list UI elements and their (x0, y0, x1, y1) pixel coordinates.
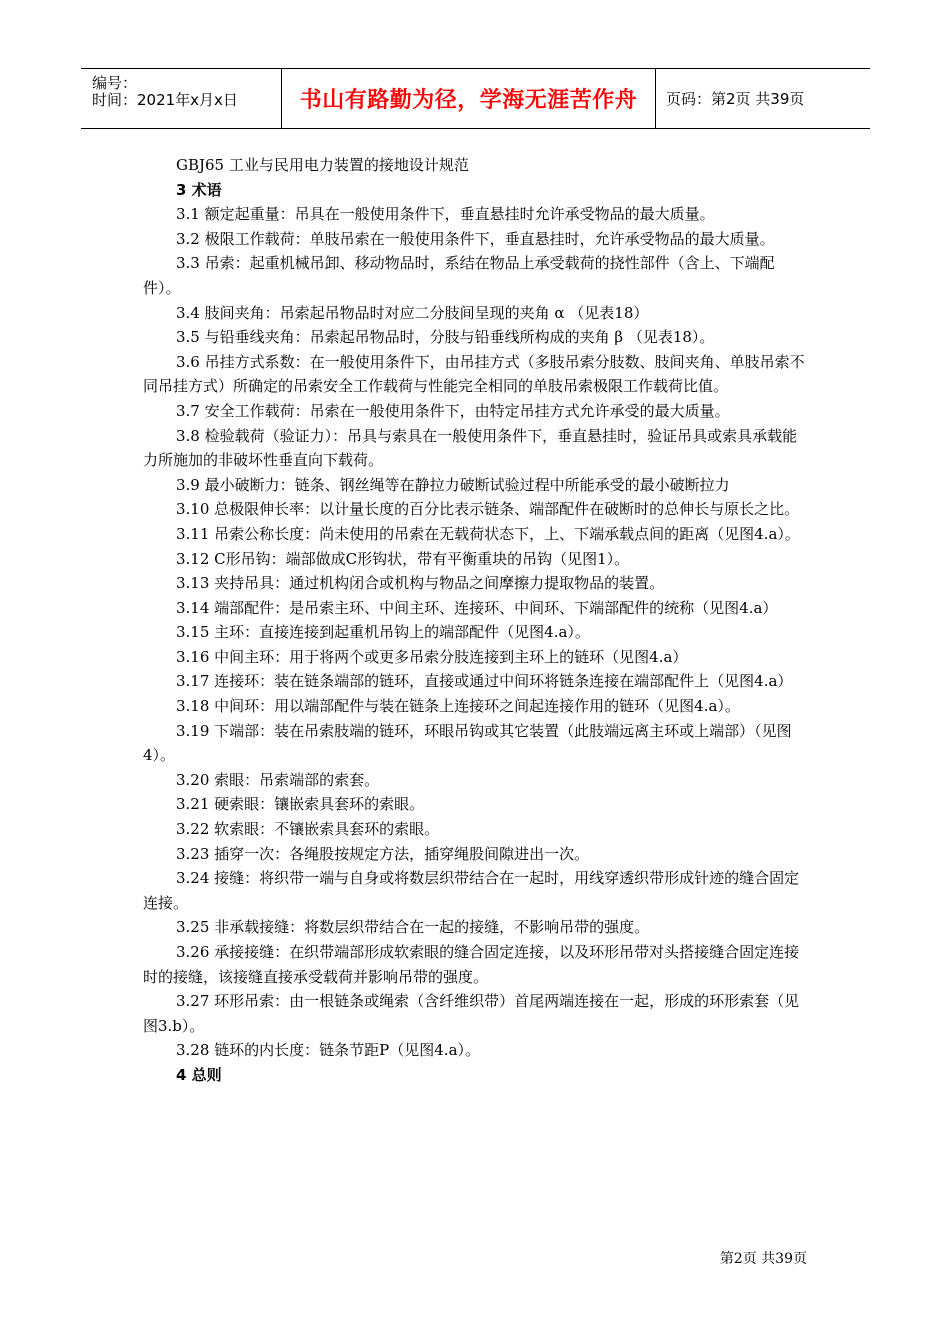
paragraph: 3.10 总极限伸长率：以计量长度的百分比表示链条、端部配件在破断时的总伸长与原长之比。 (176, 500, 800, 519)
paragraph: 3.1 额定起重量：吊具在一般使用条件下，垂直悬挂时允许承受物品的最大质量。 (176, 205, 715, 224)
section-heading: 4 总则 (176, 1065, 222, 1084)
paragraph: 3.4 肢间夹角：吊索起吊物品时对应二分肢间呈现的夹角 α （见表18） (176, 303, 649, 322)
document-body (143, 153, 808, 1088)
page-footer: 第2页 共39页 (719, 1251, 807, 1267)
page-header (81, 68, 870, 129)
paragraph: 3.26 承接接缝：在织带端部形成软索眼的缝合固定连接，以及环形吊带对头搭接缝合固定连接时的接缝，该接缝直接承受载荷并影响吊带的强度。 (143, 943, 800, 986)
paragraph: 3.7 安全工作载荷：吊索在一般使用条件下，由特定吊挂方式允许承受的最大质量。 (176, 401, 730, 420)
paragraph: 3.13 夹持吊具：通过机构闭合或机构与物品之间摩擦力提取物品的装置。 (176, 574, 665, 593)
paragraph: 3.9 最小破断力：链条、钢丝绳等在静拉力破断试验过程中所能承受的最小破断拉力 (176, 475, 730, 494)
paragraph: 3.28 链环的内长度：链条节距P（见图4.a）。 (176, 1041, 481, 1060)
paragraph: 3.19 下端部：装在吊索肢端的链环，环眼吊钩或其它装置（此肢端远离主环或上端部）（见图4）。 (143, 721, 792, 765)
paragraph: 3.2 极限工作载荷：单肢吊索在一般使用条件下，垂直悬挂时，允许承受物品的最大质量。 (176, 229, 775, 248)
paragraph: 3.17 连接环：装在链条端部的链环，直接或通过中间环将链条连接在端部配件上（见图4.a） (176, 672, 793, 691)
header-motto: 书山有路勤为径，学海无涯苦作舟 (282, 69, 656, 128)
paragraph: 3.12 C形吊钩：端部做成C形钩状，带有平衡重块的吊钩（见图1）。 (176, 549, 630, 568)
paragraph: GBJ65 工业与民用电力装置的接地设计规范 (176, 156, 469, 174)
paragraph: 3.6 吊挂方式系数：在一般使用条件下，由吊挂方式（多肢吊索分肢数、肢间夹角、单肢吊索不同吊挂方式）所确定的吊索安全工作载荷与性能完全相同的单肢吊索极限工作载荷比值。 (143, 352, 805, 396)
paragraph: 3.11 吊索公称长度：尚未使用的吊索在无载荷状态下，上、下端承载点间的距离（见图4.a）。 (176, 524, 800, 543)
paragraph: 3.24 接缝：将织带一端与自身或将数层织带结合在一起时，用线穿透织带形成针迹的缝合固定连接。 (143, 869, 800, 912)
paragraph: 3.15 主环：直接连接到起重机吊钩上的端部配件（见图4.a）。 (176, 623, 590, 642)
paragraph: 3.20 索眼：吊索端部的索套。 (176, 770, 380, 789)
section-heading: 3 术语 (176, 180, 222, 199)
paragraph: 3.3 吊索：起重机械吊卸、移动物品时，系结在物品上承受载荷的挠性部件（含上、下端配件）。 (143, 254, 775, 297)
paragraph: 3.23 插穿一次：各绳股按规定方法，插穿绳股间隙进出一次。 (176, 844, 590, 863)
serial-number-label: 编号： (92, 74, 138, 92)
paragraph: 3.21 硬索眼：镶嵌索具套环的索眼。 (176, 795, 425, 814)
paragraph: 3.8 检验载荷（验证力）：吊具与索具在一般使用条件下，垂直悬挂时，验证吊具或索具承载能力所施加的非破坏性垂直向下载荷。 (143, 426, 798, 470)
header-page-number: 页码：第2页 共39页 (666, 90, 805, 108)
paragraph: 3.22 软索眼：不镶嵌索具套环的索眼。 (176, 820, 440, 839)
header-meta (81, 69, 282, 128)
paragraph: 3.27 环形吊索：由一根链条或绳索（含纤维织带）首尾两端连接在一起，形成的环形索套（见图3.b）。 (143, 992, 800, 1035)
paragraph: 3.18 中间环：用以端部配件与装在链条上连接环之间起连接作用的链环（见图4.a）。 (176, 697, 740, 716)
time-label: 时间：2021年x月x日 (92, 91, 238, 109)
paragraph: 3.5 与铅垂线夹角：吊索起吊物品时，分肢与铅垂线所构成的夹角 β （见表18）。 (176, 328, 715, 347)
paragraph: 3.25 非承载接缝：将数层织带结合在一起的接缝，不影响吊带的强度。 (176, 918, 650, 937)
paragraph: 3.14 端部配件：是吊索主环、中间主环、连接环、中间环、下端部配件的统称（见图4.a） (176, 598, 778, 617)
paragraph: 3.16 中间主环：用于将两个或更多吊索分肢连接到主环上的链环（见图4.a） (176, 647, 688, 666)
